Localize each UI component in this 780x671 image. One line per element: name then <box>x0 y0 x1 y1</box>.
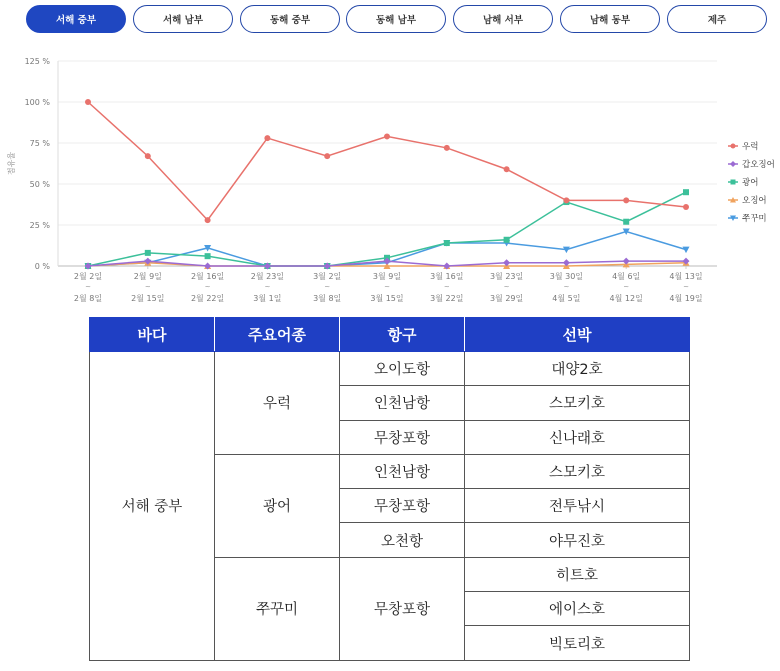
data-point <box>683 189 689 195</box>
x-tick-label-end: 4월 5일 <box>552 294 581 303</box>
boat-cell: 야무진호 <box>465 523 690 557</box>
data-point <box>444 240 450 246</box>
boat-cell: 전투낚시 <box>465 489 690 523</box>
legend-label: 쭈꾸미 <box>742 214 767 224</box>
fish-cell: 우럭 <box>215 352 340 455</box>
legend-label: 갑오징어 <box>742 160 775 170</box>
y-tick-label: 25 % <box>29 221 50 230</box>
tab-donghae-jungbu[interactable]: 동해 중부 <box>240 5 340 33</box>
x-tick-label-start: 2월 16일 <box>190 272 225 281</box>
y-tick-label: 100 % <box>24 98 50 107</box>
tab-jeju[interactable]: 제주 <box>667 5 767 33</box>
x-tick-label-sep: ~ <box>264 283 271 291</box>
fish-cell: 쭈꾸미 <box>215 557 340 660</box>
tab-seohae-jungbu[interactable]: 서해 중부 <box>26 5 126 33</box>
boat-cell: 스모키호 <box>465 454 690 488</box>
header-boat: 선박 <box>465 318 690 352</box>
data-point <box>504 166 510 172</box>
data-point <box>563 259 570 266</box>
tab-namhae-seobu[interactable]: 남해 서부 <box>453 5 553 33</box>
x-tick-label-start: 2월 2일 <box>73 272 103 281</box>
data-point <box>264 135 270 141</box>
x-tick-label-sep: ~ <box>683 283 689 291</box>
port-cell: 무창포항 <box>340 420 465 454</box>
boat-cell: 빅토리호 <box>465 626 690 660</box>
x-tick-label-start: 2월 23일 <box>250 272 285 281</box>
boat-cell: 대양2호 <box>465 352 690 386</box>
tab-seohae-nambu[interactable]: 서해 남부 <box>133 5 233 33</box>
x-tick-label-end: 3월 29일 <box>489 294 524 303</box>
x-tick-label-sep: ~ <box>384 283 390 291</box>
data-point <box>145 250 151 256</box>
port-cell: 인천남항 <box>340 386 465 420</box>
data-point <box>444 145 450 151</box>
table-row <box>90 352 690 386</box>
x-tick-label-end: 3월 8일 <box>313 294 342 303</box>
x-tick-label-end: 3월 15일 <box>370 294 404 303</box>
legend-label: 광어 <box>742 178 759 188</box>
boat-cell: 스모키호 <box>465 386 690 420</box>
series-square <box>85 189 689 269</box>
data-point <box>623 258 630 265</box>
x-tick-label-end: 3월 1일 <box>253 294 282 303</box>
port-cell: 인천남항 <box>340 454 465 488</box>
catch-share-line-chart <box>0 40 780 312</box>
tab-namhae-dongbu[interactable]: 남해 동부 <box>560 5 660 33</box>
port-cell: 오이도항 <box>340 352 465 386</box>
y-tick-label: 125 % <box>24 57 50 66</box>
catch-info-table-wrap <box>89 317 689 661</box>
legend-label: 우럭 <box>742 142 759 152</box>
legend-marker <box>730 161 736 167</box>
x-tick-label-end: 2월 8일 <box>73 294 103 303</box>
x-tick-label-sep: ~ <box>623 283 630 291</box>
x-tick-label-sep: ~ <box>443 283 450 291</box>
x-tick-label-end: 4월 19일 <box>669 294 703 303</box>
x-tick-label-end: 4월 12일 <box>609 294 643 303</box>
legend-marker <box>731 180 736 185</box>
data-point <box>205 253 211 259</box>
data-point <box>85 99 91 105</box>
x-tick-label-start: 4월 6일 <box>612 272 641 281</box>
x-tick-label-sep: ~ <box>204 283 211 291</box>
x-tick-label-sep: ~ <box>144 283 151 291</box>
x-tick-label-sep: ~ <box>324 283 331 291</box>
x-tick-label-start: 3월 30일 <box>549 272 584 281</box>
port-cell: 무창포항 <box>340 557 465 660</box>
x-tick-label-start: 4월 13일 <box>669 272 703 281</box>
boat-cell: 에이스호 <box>465 592 690 626</box>
boat-cell: 신나래호 <box>465 420 690 454</box>
x-tick-label-start: 3월 23일 <box>489 272 524 281</box>
legend-marker <box>731 144 736 149</box>
header-main-fish: 주요어종 <box>215 318 340 352</box>
header-sea: 바다 <box>90 318 215 352</box>
x-tick-label-end: 2월 15일 <box>131 294 165 303</box>
x-tick-label-start: 3월 16일 <box>430 272 464 281</box>
port-cell: 무창포항 <box>340 489 465 523</box>
fish-cell: 광어 <box>215 454 340 557</box>
table-header-row <box>90 318 690 352</box>
data-point <box>683 204 689 210</box>
catch-info-table <box>89 317 690 661</box>
y-axis-title: 점유율 <box>7 151 16 176</box>
data-point <box>623 197 629 203</box>
x-tick-label-sep: ~ <box>503 283 510 291</box>
boat-cell: 히트호 <box>465 557 690 591</box>
data-point <box>205 217 211 223</box>
x-tick-label-start: 3월 2일 <box>313 272 342 281</box>
series-line <box>88 102 686 220</box>
x-tick-label-start: 2월 9일 <box>133 272 162 281</box>
y-tick-label: 0 % <box>34 262 50 271</box>
x-tick-label-end: 3월 22일 <box>430 294 464 303</box>
data-point <box>563 197 569 203</box>
sea-cell: 서해 중부 <box>90 352 215 661</box>
x-tick-label-end: 2월 22일 <box>190 294 225 303</box>
header-port: 항구 <box>340 318 465 352</box>
x-tick-label-sep: ~ <box>563 283 570 291</box>
y-tick-label: 75 % <box>29 139 50 148</box>
data-point <box>623 219 629 225</box>
data-point <box>504 237 510 243</box>
sea-area-tabs <box>0 0 780 40</box>
port-cell: 오천항 <box>340 523 465 557</box>
x-tick-label-start: 3월 9일 <box>372 272 402 281</box>
data-point <box>503 259 510 266</box>
data-point <box>145 153 151 159</box>
x-tick-label-sep: ~ <box>85 283 91 291</box>
data-point <box>683 247 690 254</box>
tab-donghae-nambu[interactable]: 동해 남부 <box>346 5 446 33</box>
legend-label: 오징어 <box>742 196 767 206</box>
data-point <box>324 153 330 159</box>
y-tick-label: 50 % <box>29 180 50 189</box>
data-point <box>384 133 390 139</box>
series-circle <box>85 99 689 223</box>
